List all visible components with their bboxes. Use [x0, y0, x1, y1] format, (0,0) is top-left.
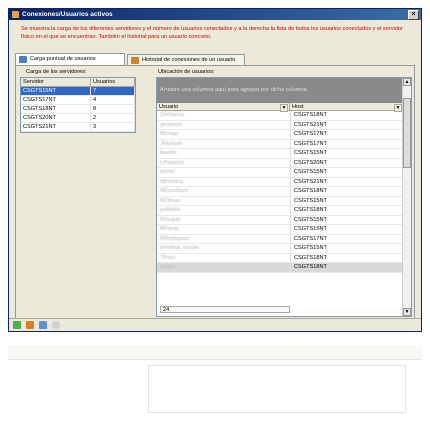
user-host: CSGTS15NT [290, 225, 402, 234]
chevron-down-icon[interactable]: ▼ [281, 105, 287, 111]
user-name: lperez [160, 169, 176, 175]
server-name: CSGTS20NT [21, 114, 91, 122]
server-load-rows [21, 87, 135, 132]
user-host: CSGTS18NT [290, 187, 402, 196]
tab-label: Historial de conexiones de un usuario [142, 57, 236, 63]
server-user-count: 2 [91, 114, 135, 122]
user-row[interactable] [157, 254, 402, 264]
user-host: CSGTS15NT [290, 197, 402, 206]
user-row[interactable] [157, 168, 402, 178]
user-host: CSGTS20NT [290, 159, 402, 168]
user-host: CSGTS17NT [290, 140, 402, 149]
server-row[interactable] [21, 105, 135, 114]
app-icon [12, 11, 19, 18]
tab-label: Carga puntual de usuarios [30, 56, 96, 62]
window-description: Se muestra la carga de los diferentes servidores y el número de usuarios conectados y a la derecha la lista de todos los usuarios conectados y el servidor físico en el que se encuentran. También el historial para un usuario concreto. [21, 26, 403, 40]
server-user-count: 8 [91, 105, 135, 113]
server-name: CSGTS21NT [21, 123, 91, 131]
user-row[interactable] [157, 225, 402, 235]
tab-connection-history[interactable] [127, 54, 245, 65]
user-row[interactable] [157, 159, 402, 169]
user-name: MFerrera [160, 178, 183, 185]
scroll-thumb[interactable] [403, 98, 411, 168]
server-row[interactable] [21, 96, 135, 105]
user-location-label: Ubicación de usuarios: [158, 69, 215, 75]
server-name: CSGTS18NT [21, 105, 91, 113]
server-load-label: Carga de los servidores: [26, 69, 87, 75]
cancel-icon[interactable] [26, 321, 34, 329]
user-row[interactable] [157, 178, 402, 188]
user-row[interactable] [157, 187, 402, 197]
server-user-count: 3 [91, 123, 135, 131]
server-name: CSGTS15NT [21, 87, 91, 95]
user-name: MOlivan [160, 197, 181, 204]
close-button[interactable]: × [408, 10, 419, 20]
column-header-host-label: Host [292, 104, 304, 110]
tab-current-load[interactable] [15, 53, 125, 65]
server-row[interactable] [21, 123, 135, 132]
chevron-down-icon[interactable]: ▼ [395, 105, 401, 111]
user-location-grid [156, 77, 412, 317]
user-row[interactable] [157, 263, 402, 273]
user-name: MGandiaro [160, 188, 188, 194]
user-host: CSGTS21NT [290, 178, 402, 187]
user-row[interactable] [157, 140, 402, 150]
user-row[interactable] [157, 235, 402, 245]
user-host: CSGTS18NT [290, 206, 402, 215]
scroll-up-icon[interactable]: ▲ [404, 79, 410, 85]
user-location-rows [157, 111, 402, 313]
server-row[interactable] [21, 87, 135, 96]
user-name: RPardo [160, 226, 179, 232]
group-by-area[interactable]: Arrastre una columna aquí para agrupar por dicha columna [157, 78, 402, 103]
user-host: CSGTS18NT [290, 111, 402, 120]
user-host: CSGTS17NT [290, 130, 402, 139]
user-host: CSGTS15NT [290, 168, 402, 177]
user-row[interactable] [157, 130, 402, 140]
user-host: CSGTS15NT [290, 216, 402, 225]
column-header-users[interactable]: Usuarios [91, 78, 135, 86]
reflection-toolbar [8, 345, 422, 360]
user-location-header [157, 103, 402, 111]
user-row[interactable] [157, 121, 402, 131]
column-header-server[interactable]: Servidor [21, 78, 91, 86]
user-name: LPalacios [160, 159, 185, 166]
user-row[interactable] [157, 216, 402, 226]
user-name: PDuque [160, 216, 181, 223]
server-load-header [21, 78, 135, 87]
user-host: CSGTS18NT [290, 254, 402, 263]
title-bar [9, 9, 421, 20]
connections-window [8, 8, 422, 332]
reflection [8, 345, 422, 415]
user-name: GeGarcia [160, 112, 184, 118]
user-host: CSGTS18NT [290, 263, 402, 272]
user-name: RRodriguez [160, 235, 190, 242]
user-row[interactable] [157, 244, 402, 254]
user-name: jkastro [160, 150, 177, 156]
bottom-toolbar [9, 318, 421, 331]
window-title: Conexiones/Usuarios activos [22, 11, 113, 18]
user-name: fMonge [160, 131, 179, 137]
server-user-count: 7 [91, 87, 135, 95]
server-load-grid [20, 77, 136, 133]
help-icon[interactable] [52, 321, 60, 329]
history-icon [131, 57, 139, 64]
scroll-down-icon[interactable]: ▼ [404, 309, 410, 315]
user-name: TPoro [160, 254, 176, 261]
user-host: CSGTS21NT [290, 121, 402, 130]
user-host: CSGTS17NT [290, 235, 402, 244]
user-name: pvillalba [160, 207, 181, 213]
server-row[interactable] [21, 114, 135, 123]
user-name: JHurtado [160, 140, 183, 147]
column-header-user[interactable] [157, 103, 290, 111]
tab-panel [15, 65, 415, 321]
server-name: CSGTS17NT [21, 96, 91, 104]
vertical-scrollbar[interactable] [402, 78, 411, 316]
refresh-icon[interactable] [39, 321, 47, 329]
user-row[interactable] [157, 149, 402, 159]
user-name: vcano [160, 264, 175, 270]
servers-icon [19, 56, 27, 63]
column-header-host[interactable] [290, 103, 404, 111]
accept-icon[interactable] [13, 321, 21, 329]
user-host: CSGTS15NT [290, 244, 402, 253]
user-row[interactable] [157, 197, 402, 207]
column-header-user-label: Usuario [159, 104, 179, 110]
reflection-grid [148, 365, 406, 413]
user-count-footer: 24 [160, 306, 290, 313]
user-name: terminal_musile [160, 245, 200, 251]
user-row[interactable] [157, 206, 402, 216]
server-user-count: 4 [91, 96, 135, 104]
user-host: CSGTS15NT [290, 149, 402, 158]
user-row[interactable] [157, 111, 402, 121]
user-name: gestevez [160, 121, 183, 128]
